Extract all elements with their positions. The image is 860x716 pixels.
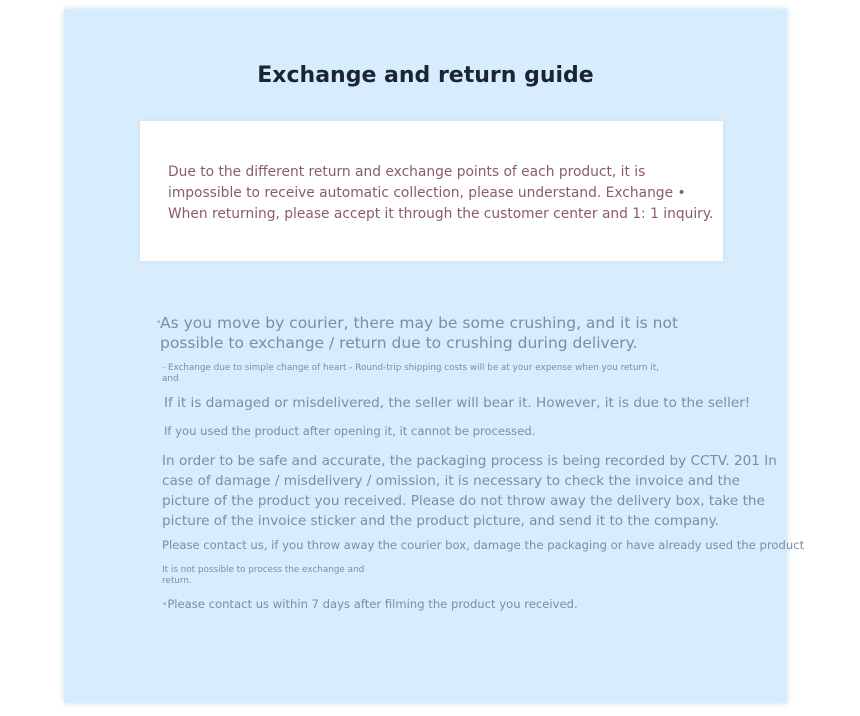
note-line: case of damage / misdelivery / omission, it is necessary to check the invoice and the (162, 473, 740, 489)
contact-us-note: Please contact us, if you throw away the courier box, damage the packaging or have already used the product (162, 538, 805, 552)
note-line: As you move by courier, there may be some crushing, and it is not (160, 314, 679, 332)
note-line: Please contact us within 7 days after filming the product you received. (167, 597, 578, 611)
note-line: picture of the product you received. Please do not throw away the delivery box, take the (162, 493, 765, 509)
note-line: picture of the invoice sticker and the product picture, and send it to the company. (162, 513, 720, 529)
return-guide-panel (64, 9, 805, 703)
within-7-days-note (162, 596, 578, 614)
bullet-icon: • (156, 318, 162, 328)
note-line: and (162, 374, 179, 384)
not-possible-note (162, 565, 364, 587)
change-of-heart-note (162, 363, 659, 385)
note-line: possible to exchange / return due to crushing during delivery. (160, 334, 638, 352)
courier-crush-note (156, 313, 679, 353)
notice-line: Due to the different return and exchange points of each product, it is (168, 164, 646, 180)
after-opening-note: If you used the product after opening it, it cannot be processed. (164, 424, 536, 438)
note-line: return. (162, 576, 192, 586)
notice-line: impossible to receive automatic collection, please understand. Exchange • (168, 185, 686, 201)
note-line: - Exchange due to simple change of heart - Round-trip shipping costs will be at your expense when you return it, (162, 363, 659, 373)
bullet-icon: • (162, 600, 168, 610)
page-title: Exchange and return guide (257, 63, 594, 88)
seller-bears-note: If it is damaged or misdelivered, the seller will bear it. However, it is due to the seller! (164, 395, 751, 411)
notice-line: When returning, please accept it through the customer center and 1: 1 inquiry. (168, 206, 714, 222)
notice-box (140, 121, 723, 261)
notice-text (168, 162, 714, 225)
cctv-note (162, 451, 777, 531)
note-line: In order to be safe and accurate, the packaging process is being recorded by CCTV. 201 In (162, 453, 777, 469)
note-line: It is not possible to process the exchange and (162, 565, 365, 575)
